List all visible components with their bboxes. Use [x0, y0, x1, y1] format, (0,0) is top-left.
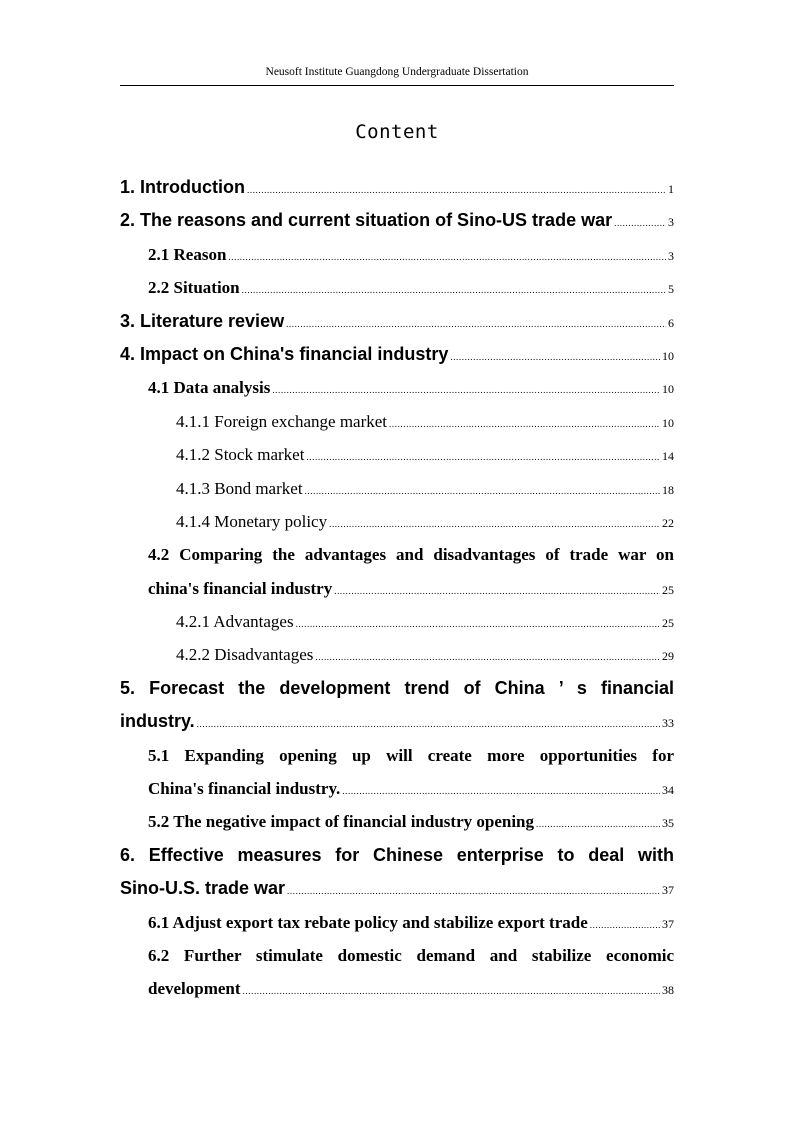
toc-entry-advantages-disadvantages[interactable]	[120, 538, 674, 605]
toc-entry-introduction[interactable]	[120, 171, 674, 204]
toc-entry-forecast-trend[interactable]	[120, 672, 674, 739]
toc-entry-disadvantages[interactable]	[120, 638, 674, 671]
dot-leader	[334, 575, 660, 608]
toc-entry-title: 2. The reasons and current situation of Sino-US trade war	[120, 210, 613, 231]
dot-leader	[286, 308, 666, 341]
toc-entry-export-tax-rebate[interactable]	[120, 906, 674, 939]
toc-entry-data-analysis[interactable]	[120, 371, 674, 404]
dot-leader	[614, 207, 666, 240]
dot-leader	[228, 241, 666, 274]
toc-entry-situation[interactable]	[120, 271, 674, 304]
toc-entry-title-line1: 5. Forecast the development trend of China ’ s financial	[120, 677, 674, 698]
dot-leader	[305, 475, 660, 508]
dot-leader	[296, 608, 660, 641]
toc-page-number: 1	[668, 182, 674, 196]
toc-page-number: 14	[662, 449, 674, 464]
dot-leader	[197, 708, 660, 741]
toc-page-number: 10	[662, 382, 674, 397]
toc-page-number: 6	[668, 315, 674, 330]
dot-leader	[536, 808, 660, 841]
toc-entry-title: 4.1.3 Bond market	[176, 478, 303, 498]
toc-entry-impact-financial-industry[interactable]	[120, 338, 674, 371]
toc-entry-foreign-exchange-market[interactable]	[120, 405, 674, 438]
dot-leader	[450, 341, 660, 374]
toc-page-number: 5	[668, 282, 674, 297]
toc-entry-reason[interactable]	[120, 238, 674, 271]
toc-entry-title: 4.1.1 Foreign exchange market	[176, 411, 388, 431]
toc-page-number: 35	[662, 816, 674, 831]
toc-entry-title: 4.1.4 Monetary policy	[176, 511, 328, 531]
dot-leader	[243, 975, 660, 1008]
dot-leader	[342, 775, 660, 808]
toc-page-number: 38	[662, 983, 674, 998]
toc-entry-title: 6.1 Adjust export tax rebate policy and stabilize export trade	[148, 912, 588, 932]
toc-entry-title-line1: 4.2 Comparing the advantages and disadvantages of trade war on	[148, 545, 674, 565]
toc-entry-title: 4. Impact on China's financial industry	[120, 343, 449, 364]
toc-entry-title: 2.1 Reason	[148, 244, 227, 264]
dot-leader	[287, 875, 660, 908]
dot-leader	[306, 441, 660, 474]
table-of-contents	[120, 171, 674, 1006]
page-title: Content	[355, 121, 439, 143]
toc-page-number: 29	[662, 649, 674, 664]
toc-page-number: 18	[662, 482, 674, 497]
dot-leader	[272, 374, 660, 407]
toc-entry-title-line2: industry.	[120, 711, 195, 732]
toc-entry-title: 5.2 The negative impact of financial industry opening	[148, 812, 534, 832]
dot-leader	[389, 408, 660, 441]
toc-page-number: 22	[662, 515, 674, 530]
toc-page-number: 37	[662, 916, 674, 931]
dot-leader	[247, 174, 666, 207]
dot-leader	[315, 641, 660, 674]
toc-entry-title: 2.2 Situation	[148, 278, 240, 298]
toc-entry-reasons-situation[interactable]	[120, 204, 674, 237]
toc-entry-title-line1: 6.2 Further stimulate domestic demand and stabilize economic	[148, 946, 674, 966]
toc-entry-title-line2: china's financial industry	[148, 578, 333, 598]
toc-entry-monetary-policy[interactable]	[120, 505, 674, 538]
toc-entry-title: 3. Literature review	[120, 310, 285, 331]
toc-entry-expanding-opening-up[interactable]	[120, 739, 674, 806]
toc-entry-negative-impact[interactable]	[120, 805, 674, 838]
toc-entry-title: 4.2.1 Advantages	[176, 612, 294, 632]
toc-page-number: 25	[662, 582, 674, 597]
dot-leader	[242, 274, 666, 307]
toc-page-number: 3	[668, 248, 674, 263]
toc-entry-bond-market[interactable]	[120, 472, 674, 505]
toc-entry-title-line2: Sino-U.S. trade war	[120, 878, 286, 899]
toc-entry-effective-measures[interactable]	[120, 839, 674, 906]
toc-page-number: 25	[662, 616, 674, 631]
toc-page-number: 3	[668, 215, 674, 230]
toc-entry-literature-review[interactable]	[120, 305, 674, 338]
toc-page-number: 37	[662, 883, 674, 898]
toc-page-number: 33	[662, 716, 674, 731]
toc-entry-title-line1: 6. Effective measures for Chinese enterprise to deal with	[120, 844, 674, 865]
toc-entry-stock-market[interactable]	[120, 438, 674, 471]
dot-leader	[590, 909, 660, 942]
toc-entry-title-line2: development	[148, 979, 241, 999]
running-header: Neusoft Institute Guangdong Undergraduate Dissertation	[265, 66, 529, 78]
toc-entry-advantages[interactable]	[120, 605, 674, 638]
toc-page-number: 10	[662, 415, 674, 430]
toc-entry-title: 4.2.2 Disadvantages	[176, 645, 314, 665]
toc-entry-stimulate-domestic-demand[interactable]	[120, 939, 674, 1006]
toc-page-number: 10	[662, 348, 674, 363]
toc-entry-title-line2: China's financial industry.	[148, 779, 341, 799]
toc-page-number: 34	[662, 783, 674, 798]
dot-leader	[329, 508, 660, 541]
header-rule	[120, 85, 674, 86]
toc-entry-title: 4.1 Data analysis	[148, 378, 271, 398]
toc-entry-title: 1. Introduction	[120, 177, 245, 197]
toc-entry-title-line1: 5.1 Expanding opening up will create more opportunities for	[148, 745, 674, 765]
toc-entry-title: 4.1.2 Stock market	[176, 445, 305, 465]
